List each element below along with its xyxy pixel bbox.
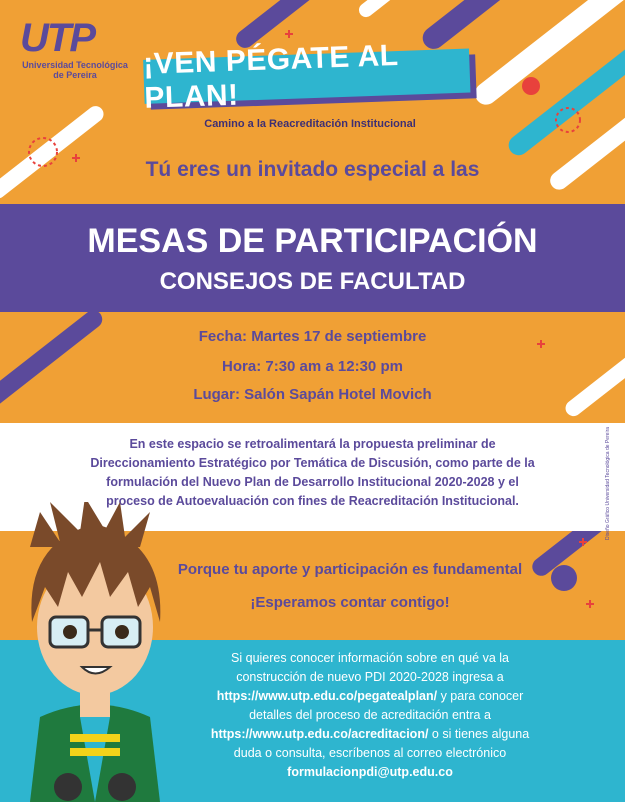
description-line: Direccionamiento Estratégico por Temática de Discusión, como parte de la	[90, 456, 535, 470]
contact-line: Si quieres conocer información sobre en qué va la	[231, 651, 509, 665]
circle-red	[522, 77, 540, 95]
utp-logo	[20, 18, 130, 80]
banner-title: ¡VEN PÉGATE AL PLAN!	[142, 39, 399, 115]
description-line: proceso de Autoevaluación con fines de Reacreditación Institucional.	[106, 494, 519, 508]
contact-line: duda o consulta, escríbenos al correo electrónico	[233, 746, 507, 760]
contact-line	[165, 763, 575, 782]
description	[50, 435, 575, 511]
event-date: Fecha: Martes 17 de septiembre	[198, 328, 427, 345]
character-illustration	[10, 502, 180, 802]
contact-info	[165, 649, 575, 782]
contact-line	[165, 725, 575, 744]
design-credit: Diseño Gráfico Universidad Tecnológica de Pereira	[605, 426, 611, 540]
contact-line: detalles del proceso de acreditación entra a	[249, 708, 491, 722]
contact-line	[165, 687, 575, 706]
stripe-white-left	[0, 103, 107, 202]
event-place: Lugar: Salón Sapán Hotel Movich	[193, 386, 432, 403]
email-link[interactable]: formulacionpdi@utp.edu.co	[287, 765, 453, 779]
contact-line-rest: o si tienes alguna	[428, 727, 530, 741]
banner	[142, 39, 476, 115]
logo-mark: UTP	[20, 16, 94, 60]
logo-name-line1: Universidad Tecnológica	[22, 60, 128, 70]
event-subtitle: CONSEJOS DE FACULTAD	[159, 268, 466, 295]
pegatealplan-link[interactable]: https://www.utp.edu.co/pegatealplan/	[216, 689, 438, 703]
tagline: Camino a la Reacreditación Institucional	[204, 118, 416, 130]
acreditacion-link[interactable]: https://www.utp.edu.co/acreditacion/	[210, 727, 429, 741]
description-line: formulación del Nuevo Plan de Desarrollo Institucional 2020-2028 y el	[106, 475, 519, 489]
circle-purple	[551, 565, 577, 591]
contact-line: construcción de nuevo PDI 2020-2028 ingresa a	[236, 670, 504, 684]
event-time: Hora: 7:30 am a 12:30 pm	[222, 358, 403, 375]
invite-text: Tú eres un invitado especial a las	[145, 158, 480, 181]
banner-inner	[142, 39, 470, 115]
event-title: MESAS DE PARTICIPACIÓN	[87, 222, 538, 260]
logo-text	[20, 60, 130, 80]
contact-line-rest: y para conocer	[437, 689, 524, 703]
closing-line2: ¡Esperamos contar contigo!	[250, 594, 450, 611]
logo-name-line2: de Pereira	[53, 70, 97, 80]
closing-line1: Porque tu aporte y participación es fundamental	[177, 561, 523, 578]
stripe-white-right	[562, 339, 625, 419]
description-line: En este espacio se retroalimentará la propuesta preliminar de	[129, 437, 496, 451]
